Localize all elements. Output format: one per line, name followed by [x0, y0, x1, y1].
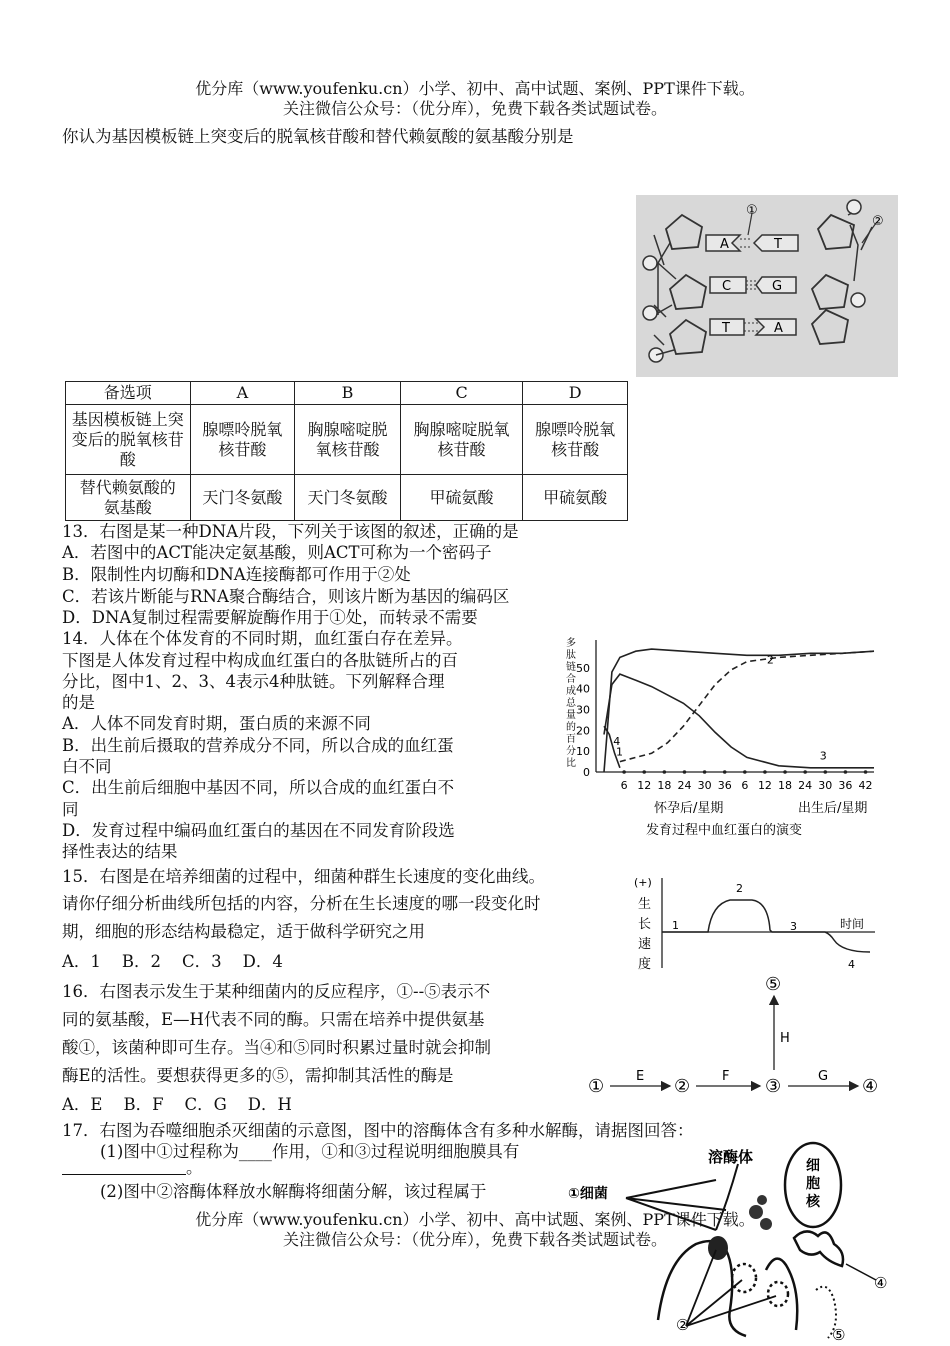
- pair-1-left: A: [720, 237, 729, 252]
- x-tick-label: 24: [798, 779, 813, 792]
- x-tick-dot: [622, 770, 626, 774]
- x-tick-label: 18: [657, 779, 672, 792]
- pair-2-left: C: [722, 279, 732, 294]
- table-row-label: 基因模板链上突变后的脱氧核苷酸: [66, 405, 191, 475]
- q14-option-b-1: B．出生前后摄取的营养成分不同，所以合成的血红蛋: [62, 736, 454, 755]
- node-2: ②: [674, 1076, 691, 1097]
- series-label-3: 3: [819, 749, 827, 763]
- dna-figure: [636, 195, 898, 377]
- x-tick-dot: [864, 770, 868, 774]
- x-tick-dot: [823, 770, 827, 774]
- series-label-1: 1: [615, 745, 623, 759]
- q14-option-d-2: 择性表达的结果: [62, 842, 178, 861]
- enzyme-h: H: [780, 1031, 790, 1046]
- table-header-cell: 备选项: [66, 382, 191, 405]
- node-5: ⑤: [765, 974, 782, 995]
- x-tick-dot: [663, 770, 667, 774]
- series-label-4: 4: [613, 734, 621, 748]
- y-tick-label: 30: [576, 703, 590, 717]
- header-line-2: 关注微信公众号：（优分库），免费下载各类试题试卷。: [282, 99, 667, 118]
- x-tick-label: 12: [757, 779, 772, 792]
- header-line-1: 优分库（www.youfenku.cn）小学、初中、高中试题、案例、PPT课件下载。: [195, 79, 755, 98]
- y-tick-label: 50: [576, 661, 590, 675]
- pair-2-right: G: [772, 279, 783, 294]
- table-cell: 甲硫氨酸: [400, 475, 523, 521]
- table-header-cell: B: [295, 382, 401, 405]
- x-tick-dot: [803, 770, 807, 774]
- intro-question: 你认为基因模板链上突变后的脱氧核苷酸和替代赖氨酸的氨基酸分别是: [62, 127, 574, 146]
- x-tick-dot: [743, 770, 747, 774]
- q15-line-2: 请你仔细分析曲线所包括的内容，分析在生长速度的哪一段变化时: [62, 894, 541, 913]
- growth-label-1: 1: [672, 919, 679, 932]
- growth-plus-label: (+): [634, 876, 652, 889]
- q14-option-b-2: 白不同: [62, 757, 112, 776]
- enzyme-g: G: [818, 1069, 829, 1084]
- marker-2: ②: [872, 214, 884, 229]
- q16-options: A．E B．F C．G D．H: [62, 1095, 292, 1114]
- marker-5-label: ⑤: [832, 1326, 846, 1342]
- q14-stem-1: 14．人体在个体发育的不同时期，血红蛋白存在差异。: [62, 629, 463, 648]
- q17-part-1-end: 。: [186, 1158, 203, 1177]
- series-line-2: [620, 651, 874, 761]
- y-tick-label: 10: [576, 745, 590, 759]
- y-tick-label: 20: [576, 724, 590, 738]
- table-header-cell: D: [523, 382, 628, 405]
- growth-label-4: 4: [848, 958, 855, 971]
- x-tick-dot: [642, 770, 646, 774]
- q13-option-c: C．若该片断能与RNA聚合酶结合，则该片断为基因的编码区: [62, 587, 510, 606]
- marker-2-label: ②: [676, 1316, 690, 1334]
- q14-stem-4: 的是: [62, 693, 95, 712]
- pair-1-right: T: [774, 237, 782, 252]
- table-header-cell: A: [190, 382, 295, 405]
- x-tick-label: 12: [637, 779, 652, 792]
- options-table: [65, 381, 628, 521]
- q13-stem: 13．右图是某一种DNA片段，下列关于该图的叙述，正确的是: [62, 522, 519, 541]
- growth-label-3: 3: [790, 920, 797, 933]
- series-line-3: [604, 674, 874, 768]
- xgroup-right: 出生后/星期: [798, 801, 868, 816]
- base-pair-2: [710, 277, 796, 294]
- growth-curve: [662, 900, 870, 952]
- bacteria-label: ①细菌: [568, 1186, 608, 1202]
- q16-line-2: 同的氨基酸，E—H代表不同的酶。只需在培养中提供氨基: [62, 1010, 485, 1029]
- q17-part-2: (2)图中②溶酶体释放水解酶将细菌分解，该过程属于: [100, 1182, 487, 1201]
- x-tick-label: 30: [697, 779, 712, 792]
- table-cell: 腺嘌呤脱氧核苷酸: [190, 405, 295, 475]
- node-1: ①: [588, 1076, 605, 1097]
- table-cell: 天门冬氨酸: [190, 475, 295, 521]
- growth-rate-figure: [630, 872, 885, 972]
- lysosome-label: 溶酶体: [708, 1148, 754, 1166]
- series-line-1: [604, 649, 874, 772]
- footer-line-2: 关注微信公众号：（优分库），免费下载各类试题试卷。: [282, 1230, 667, 1249]
- q14-option-c-1: C．出生前后细胞中基因不同，所以合成的血红蛋白不: [62, 778, 455, 797]
- growth-ylabel: 生长速度: [638, 897, 652, 972]
- q17-answer-blank: [62, 1174, 186, 1175]
- x-tick-dot: [683, 770, 687, 774]
- table-cell: 胸腺嘧啶脱氧核苷酸: [400, 405, 523, 475]
- q14-option-c-2: 同: [62, 800, 79, 819]
- table-row-label: 替代赖氨酸的氨基酸: [66, 475, 191, 521]
- hemoglobin-chart: [560, 632, 890, 844]
- x-tick-label: 42: [858, 779, 873, 792]
- q16-line-3: 酸①，该菌种即可生存。当④和⑤同时积累过量时就会抑制: [62, 1038, 491, 1057]
- node-4: ④: [862, 1076, 879, 1097]
- base-pair-1: [706, 235, 798, 252]
- pathway-figure: [582, 968, 892, 1100]
- q16-line-4: 酶E的活性。要想获得更多的⑤，需抑制其活性的酶是: [62, 1066, 454, 1085]
- xgroup-left: 怀孕后/星期: [654, 801, 724, 816]
- q16-line-1: 16．右图表示发生于某种细菌内的反应程序，①--⑤表示不: [62, 982, 491, 1001]
- q17-part-1: (1)图中①过程称为____作用，①和③过程说明细胞膜具有: [100, 1142, 520, 1161]
- x-tick-dot: [723, 770, 727, 774]
- x-tick-dot: [783, 770, 787, 774]
- table-cell: 甲硫氨酸: [523, 475, 628, 521]
- x-tick-dot: [703, 770, 707, 774]
- footer-line-1: 优分库（www.youfenku.cn）小学、初中、高中试题、案例、PPT课件下载。: [195, 1210, 755, 1229]
- y-tick-label: 0: [583, 766, 590, 779]
- x-tick-label: 18: [778, 779, 793, 792]
- chart-title: 发育过程中血红蛋白的演变: [646, 823, 803, 838]
- pair-3-right: A: [774, 321, 783, 336]
- q13-option-d: D．DNA复制过程需要解旋酶作用于①处，而转录不需要: [62, 608, 478, 627]
- chart-ylabel: 多肽链合成总量的百分比: [566, 638, 576, 769]
- enzyme-e: E: [636, 1069, 645, 1084]
- x-tick-label: 6: [741, 779, 749, 792]
- node-3: ③: [765, 1076, 782, 1097]
- q14-option-d-1: D．发育过程中编码血红蛋白的基因在不同发育阶段选: [62, 821, 455, 840]
- pair-3-left: T: [722, 321, 730, 336]
- x-tick-dot: [763, 770, 767, 774]
- x-tick-label: 36: [717, 779, 732, 792]
- x-tick-label: 30: [818, 779, 833, 792]
- q15-options: A．1 B．2 C．3 D．4: [62, 952, 283, 971]
- x-tick-label: 24: [677, 779, 692, 792]
- table-cell: 天门冬氨酸: [295, 475, 401, 521]
- x-tick-label: 36: [838, 779, 853, 792]
- table-cell: 胸腺嘧啶脱氧核苷酸: [295, 405, 401, 475]
- growth-label-2: 2: [736, 882, 743, 895]
- series-label-2: 2: [766, 653, 774, 667]
- table-cell: 腺嘌呤脱氧核苷酸: [523, 405, 628, 475]
- growth-xlabel: 时间: [840, 917, 865, 931]
- q13-option-a: A．若图中的ACT能决定氨基酸，则ACT可称为一个密码子: [62, 543, 492, 562]
- q14-stem-2: 下图是人体发育过程中构成血红蛋白的各肽链所占的百: [62, 651, 458, 670]
- marker-1: ①: [746, 203, 758, 218]
- q14-option-a: A．人体不同发育时期，蛋白质的来源不同: [62, 714, 371, 733]
- q13-option-b: B．限制性内切酶和DNA连接酶都可作用于②处: [62, 565, 411, 584]
- x-tick-dot: [844, 770, 848, 774]
- q15-line-3: 期，细胞的形态结构最稳定，适于做科学研究之用: [62, 922, 425, 941]
- enzyme-f: F: [722, 1069, 730, 1084]
- x-tick-label: 6: [620, 779, 628, 792]
- y-tick-label: 40: [576, 682, 590, 696]
- marker-4-label: ④: [874, 1274, 888, 1292]
- q14-stem-3: 分比，图中1、2、3、4表示4种肽链。下列解释合理: [62, 672, 445, 691]
- q15-line-1: 15．右图是在培养细菌的过程中，细菌种群生长速度的变化曲线。: [62, 867, 545, 886]
- q17-stem: 17．右图为吞噬细胞杀灭细菌的示意图，图中的溶酶体含有多种水解酶，请据图回答：: [62, 1121, 694, 1140]
- table-header-cell: C: [400, 382, 523, 405]
- nucleus-label: 细胞核: [806, 1158, 820, 1210]
- base-pair-3: [710, 319, 796, 336]
